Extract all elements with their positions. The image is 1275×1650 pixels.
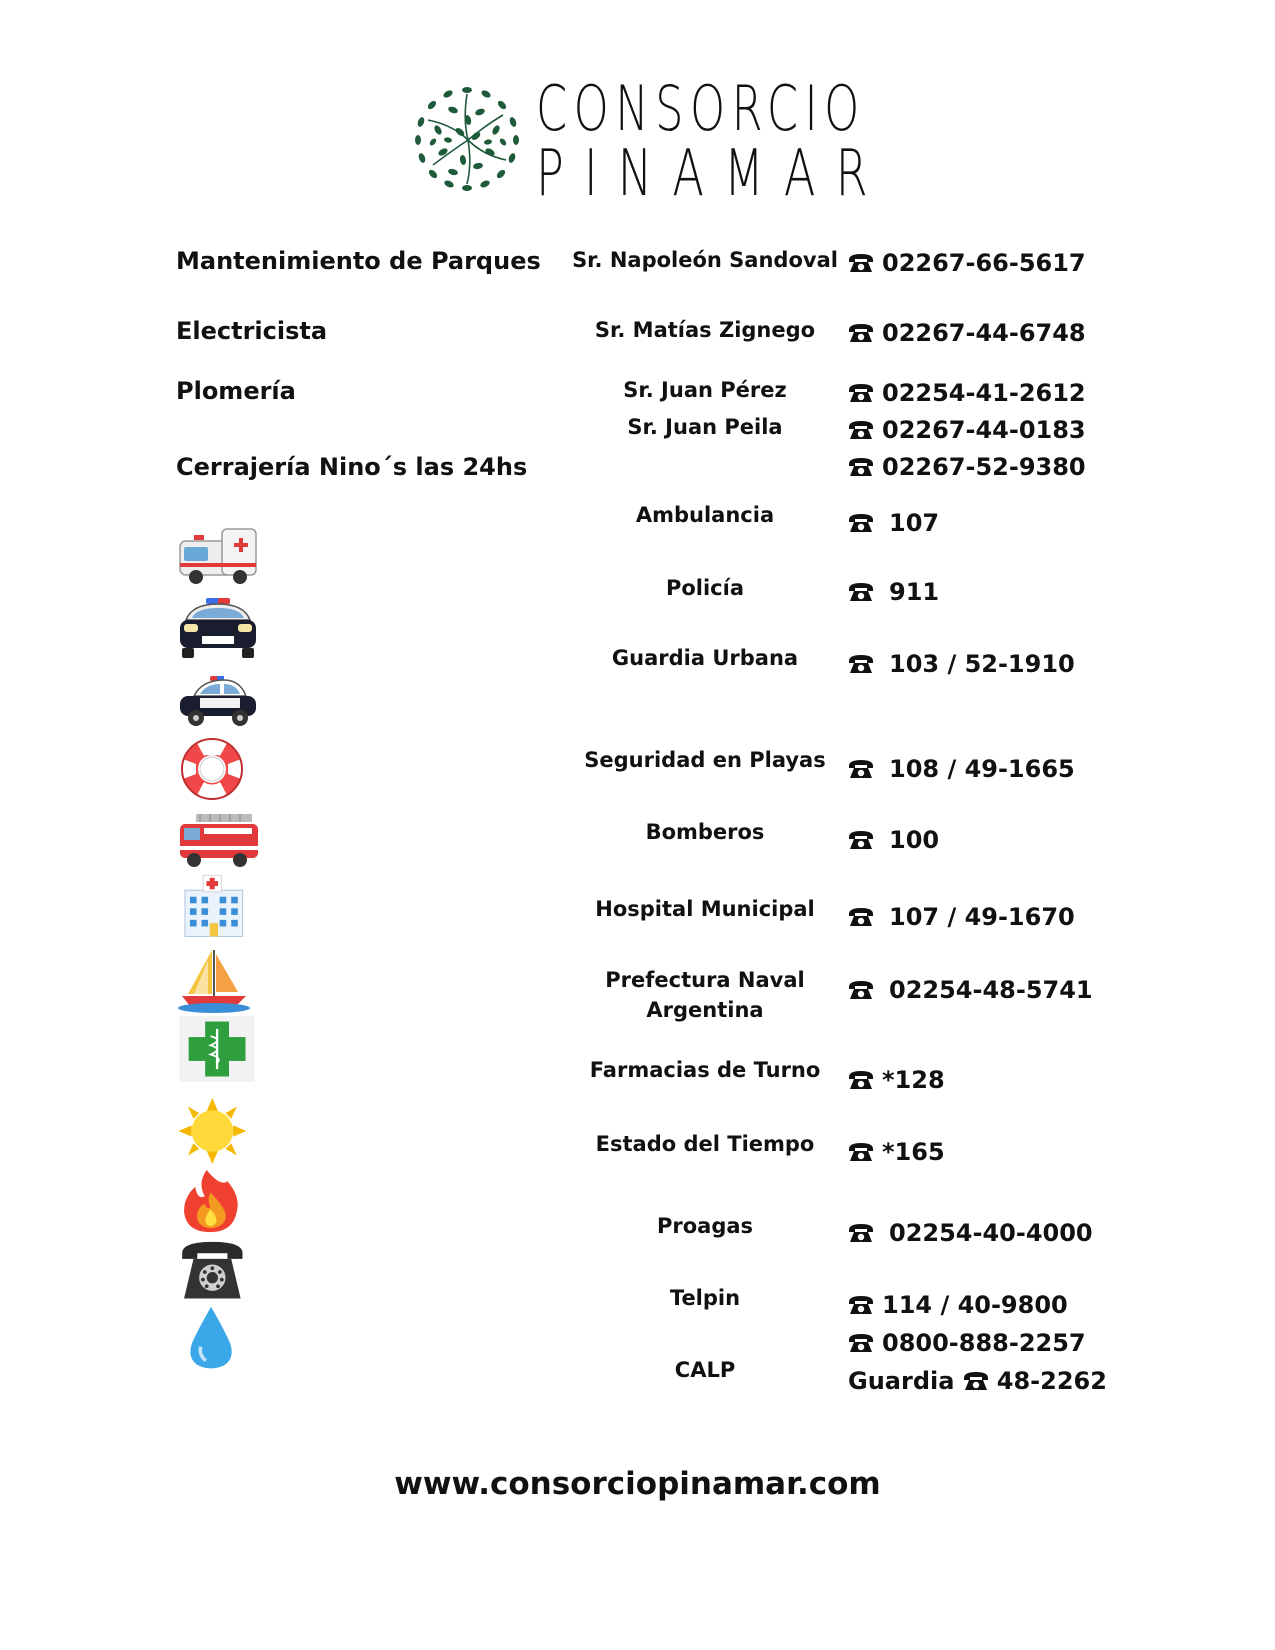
guard-label: Guardia [848, 1367, 955, 1395]
phone-number [848, 976, 1093, 1004]
service-calp: CALP [674, 1358, 736, 1382]
brand-logo [408, 72, 888, 211]
phone-number [848, 249, 1086, 277]
hospital-icon [176, 872, 260, 938]
phone-number [848, 416, 1086, 444]
phone-text: 02267-44-0183 [882, 416, 1086, 444]
contact-name: Sr. Matías Zignego [594, 318, 816, 342]
phone-icon [848, 979, 874, 1001]
phone-text: 103 / 52-1910 [889, 650, 1075, 678]
phone-text: 107 [889, 509, 940, 537]
phone-text: 0800-888-2257 [882, 1329, 1086, 1357]
phone-number [848, 1291, 1068, 1319]
phone-number [848, 1329, 1086, 1357]
pharmacy-cross-icon [176, 1016, 260, 1082]
service-hospital: Hospital Municipal [595, 897, 815, 921]
phone-text: 02267-44-6748 [882, 319, 1086, 347]
phone-text: 02267-66-5617 [882, 249, 1086, 277]
phone-icon [848, 1332, 874, 1354]
guard-phone-number [848, 1367, 1107, 1395]
sun-icon [176, 1098, 260, 1164]
ambulance-icon [176, 523, 260, 589]
water-drop-icon [176, 1305, 260, 1371]
phone-number [848, 379, 1086, 407]
contact-name: Sr. Juan Peila [627, 415, 783, 439]
phone-text: 108 / 49-1665 [889, 755, 1075, 783]
phone-number [848, 453, 1086, 481]
phone-icon [848, 456, 874, 478]
phone-icon [848, 653, 874, 675]
service-farmacias: Farmacias de Turno [589, 1058, 821, 1082]
phone-number [848, 1219, 1093, 1247]
service-ambulancia: Ambulancia [635, 503, 775, 527]
phone-icon [848, 906, 874, 928]
phone-icon [848, 581, 874, 603]
phone-text: 02254-48-5741 [889, 976, 1093, 1004]
category-cerrajeria: Cerrajería Nino´s las 24hs [176, 453, 528, 481]
service-bomberos: Bomberos [645, 820, 765, 844]
service-prefectura-line2: Argentina [646, 998, 764, 1022]
phone-icon [963, 1370, 989, 1392]
service-telpin: Telpin [669, 1286, 741, 1310]
sailboat-icon [176, 948, 260, 1014]
phone-icon [848, 1141, 874, 1163]
phone-number [848, 903, 1075, 931]
category-electricista: Electricista [176, 317, 328, 345]
fire-icon [176, 1168, 260, 1234]
phone-text: 48-2262 [996, 1367, 1107, 1395]
lifebuoy-icon [176, 736, 260, 802]
phone-icon [848, 1069, 874, 1091]
phone-text: 02254-40-4000 [889, 1219, 1093, 1247]
phone-number [848, 578, 939, 606]
contact-name: Sr. Napoleón Sandoval [572, 248, 838, 272]
phone-icon [848, 1294, 874, 1316]
phone-text: 100 [889, 826, 940, 854]
service-guardia-urbana: Guardia Urbana [611, 646, 799, 670]
phone-number [848, 319, 1086, 347]
phone-number [848, 755, 1075, 783]
phone-text: 02267-52-9380 [882, 453, 1086, 481]
police-car-icon [176, 666, 260, 732]
fire-truck-icon [176, 808, 260, 874]
phone-text: *128 [882, 1066, 945, 1094]
phone-text: 107 / 49-1670 [889, 903, 1075, 931]
category-parques: Mantenimiento de Parques [176, 247, 541, 275]
service-proagas: Proagas [656, 1214, 754, 1238]
category-plomeria: Plomería [176, 377, 296, 405]
phone-icon [848, 758, 874, 780]
phone-text: *165 [882, 1138, 945, 1166]
telephone-icon [176, 1240, 260, 1306]
phone-number [848, 826, 939, 854]
service-policia: Policía [665, 576, 745, 600]
phone-text: 02254-41-2612 [882, 379, 1086, 407]
website-url[interactable]: www.consorciopinamar.com [394, 1466, 881, 1502]
phone-number [848, 1066, 945, 1094]
phone-number [848, 509, 939, 537]
phone-icon [848, 382, 874, 404]
service-tiempo: Estado del Tiempo [595, 1132, 815, 1156]
phone-icon [848, 419, 874, 441]
phone-number [848, 1138, 945, 1166]
police-car-front-icon [176, 596, 260, 662]
phone-icon [848, 512, 874, 534]
brand-line2: PINAMAR [536, 137, 888, 211]
phone-text: 911 [889, 578, 940, 606]
phone-icon [848, 322, 874, 344]
service-prefectura-line1: Prefectura Naval [605, 968, 805, 992]
phone-number [848, 650, 1075, 678]
phone-icon [848, 252, 874, 274]
service-seguridad-playas: Seguridad en Playas [584, 748, 826, 772]
phone-icon [848, 1222, 874, 1244]
tree-logo-icon [408, 80, 526, 198]
phone-icon [848, 829, 874, 851]
brand-line1: CONSORCIO [536, 72, 866, 145]
phone-text: 114 / 40-9800 [882, 1291, 1068, 1319]
contact-name: Sr. Juan Pérez [623, 378, 787, 402]
